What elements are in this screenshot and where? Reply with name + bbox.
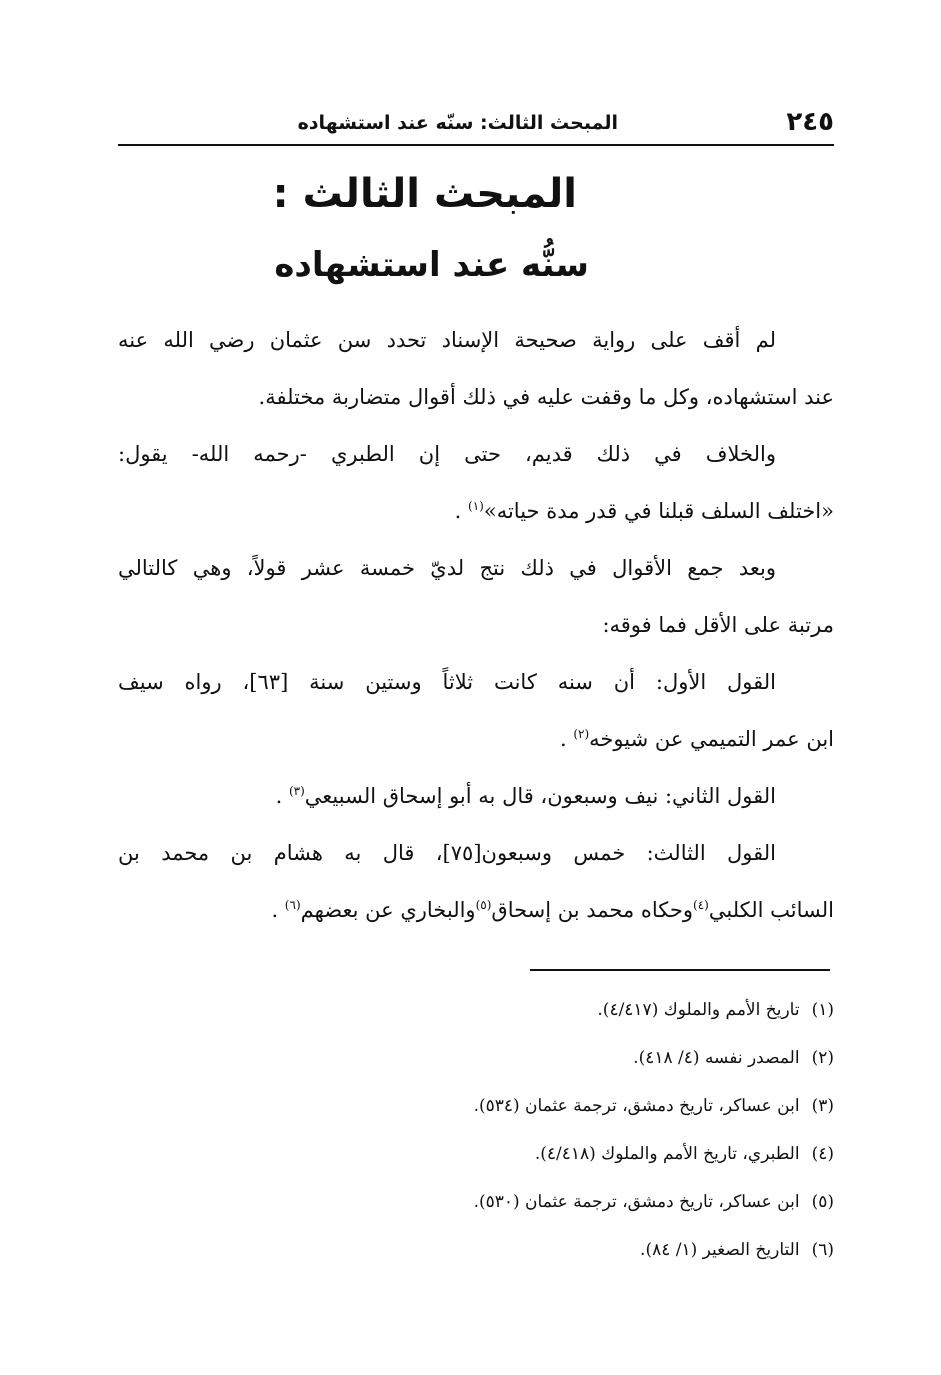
footnote-text: المصدر نفسه (٤/ ٤١٨). (633, 1048, 800, 1068)
footnote-ref: (١) (468, 499, 484, 513)
footnote-text: التاريخ الصغير (١/ ٨٤). (640, 1240, 800, 1260)
footnote (300, 1130, 834, 1178)
footnote-separator (530, 969, 830, 971)
page-number: ٢٤٥ (786, 107, 834, 137)
paragraph-line: مرتبة على الأقل فما فوقه: (602, 613, 834, 637)
line-text: والبخاري عن بعضهم (300, 898, 476, 922)
footnote-number: (٤) (811, 1144, 834, 1164)
quote-text: «اختلف السلف قبلنا في قدر مدة حياته» (483, 499, 834, 523)
footnote-number: (٣) (811, 1096, 834, 1116)
line-end: . (454, 499, 469, 523)
chapter-heading: المبحث الثالث : (272, 171, 577, 217)
running-header-title: المبحث الثالث: سنّه عند استشهاده (297, 112, 618, 134)
footnote-number: (٦) (811, 1240, 834, 1260)
running-header (118, 104, 834, 146)
footnote (300, 1226, 834, 1274)
chapter-subheading: سنُّه عند استشهاده (274, 245, 589, 285)
paragraph-line (118, 882, 834, 939)
paragraph-line (118, 483, 834, 540)
paragraph-line: عند استشهاده، وكل ما وقفت عليه في ذلك أقوال متضاربة مختلفة. (258, 385, 834, 409)
line-text: السائب الكلبي (708, 898, 834, 922)
line-end: . (271, 898, 285, 922)
footnote (300, 1034, 834, 1082)
body-text (118, 312, 834, 939)
footnote-text: تاريخ الأمم والملوك (٤/٤١٧). (597, 1000, 800, 1020)
footnote-number: (٢) (811, 1048, 834, 1068)
line-text: ابن عمر التميمي عن شيوخه (589, 727, 834, 751)
line-text: وحكاه محمد بن إسحاق (491, 898, 694, 922)
paragraph-line: والخلاف في ذلك قديم، حتى إن الطبري -رحمه الله- يقول: (118, 442, 776, 466)
footnote-number: (١) (811, 1000, 834, 1020)
paragraph-line (118, 711, 834, 768)
paragraph-line: لم أقف على رواية صحيحة الإسناد تحدد سن عثمان رضي الله عنه (118, 328, 776, 352)
paragraph-line (118, 768, 834, 825)
footnote-text: ابن عساكر، تاريخ دمشق، ترجمة عثمان (٥٣٠). (473, 1192, 800, 1212)
footnotes (300, 986, 834, 1274)
paragraph-line: وبعد جمع الأقوال في ذلك نتج لديّ خمسة عشر قولاً، وهي كالتالي (118, 556, 776, 580)
footnote (300, 1082, 834, 1130)
footnote-ref: (٤) (693, 898, 709, 912)
line-end: . (275, 784, 289, 808)
footnote-ref: (٣) (288, 784, 305, 798)
line-end: . (559, 727, 574, 751)
footnote (300, 1178, 834, 1226)
footnote-ref: (٢) (573, 727, 590, 741)
paragraph-line: القول الأول: أن سنه كانت ثلاثاً وستين سنة [٦٣]، رواه سيف (118, 670, 776, 694)
paragraph-line: القول الثالث: خمس وسبعون[٧٥]، قال به هشام بن محمد بن (118, 841, 776, 865)
footnote-text: ابن عساكر، تاريخ دمشق، ترجمة عثمان (٥٣٤). (473, 1096, 800, 1116)
footnote (300, 986, 834, 1034)
footnote-ref: (٥) (475, 898, 492, 912)
footnote-text: الطبري، تاريخ الأمم والملوك (٤/٤١٨). (534, 1144, 800, 1164)
footnote-ref: (٦) (284, 898, 301, 912)
footnote-number: (٥) (811, 1192, 834, 1212)
line-text: القول الثاني: نيف وسبعون، قال به أبو إسحاق السبيعي (304, 784, 776, 808)
